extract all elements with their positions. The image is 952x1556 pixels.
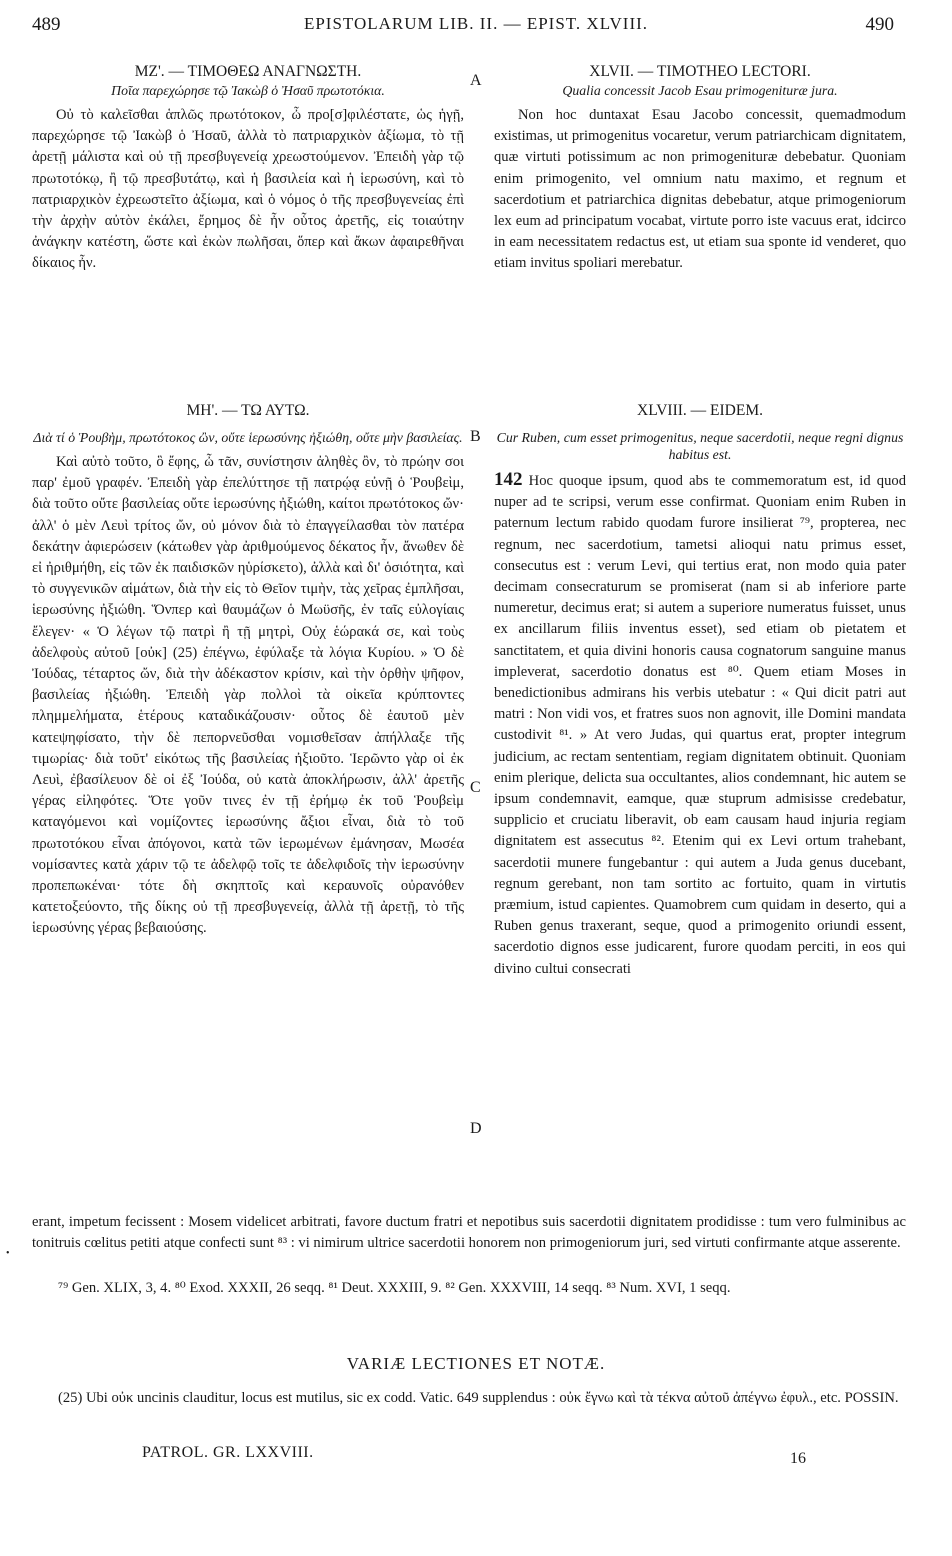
latin-letter-47-subtitle: Qualia concessit Jacob Esau primogenituræ jura. — [562, 83, 838, 98]
latin-letter-47-title: XLVII. — TIMOTHEO LECTORI. — [589, 63, 811, 80]
greek-letter-47-subtitle: Ποῖα παρεχώρησε τῷ Ἰακὼβ ὁ Ἠσαῦ πρωτοτόκια. — [111, 83, 385, 98]
signature-mark: 16 — [790, 1450, 806, 1467]
margin-letter-b: B — [470, 428, 481, 445]
page-number-right: 490 — [865, 14, 894, 35]
latin-letter-47-body: Non hoc duntaxat Esau Jacobo concessit, quemadmodum existimas, ut primogenitus vocaretur, verum patriarchicam dignitatem, quæ virtuti potissimum ac non primogenituræ debebatur. Quoniam enim primogenito, vel omnium natu maximo, et regnum et sacerdotium et patriarchica dignitas debebatur, atque primogeniorum lex eum ad principatum vocabat, virtute porro iste vacuus erat, idcirco in eam necessitatem redactus est, ut etiam sua sponte id venderet, quo etiam invitus spoliari merebatur. — [494, 107, 906, 272]
margin-letter-a: A — [470, 72, 482, 89]
column-number: 142 — [494, 469, 523, 490]
greek-letter-47-body: Οὐ τὸ καλεῖσθαι ἁπλῶς πρωτότοκον, ὦ προ[σ]φιλέστατε, ὡς ἡγῇ, παρεχώρησε τῷ Ἰακὼβ ὁ Ἠσαῦ, ἀλλὰ τὸ πατριαρχικὸν ἀξίωμα, τὸ τῇ ἀρετῇ μάλιστα καὶ οὐ τῇ πρεσβυγενείᾳ χρεωστούμενον. Ἐπειδὴ γὰρ τῷ πρωτοτόκῳ, ἢ τῷ πρεσβυτάτῳ, καὶ ἡ βασιλεία καὶ ἡ ἱερωσύνη, καὶ τὸ πατριαρχικὸν ἐχρεωστεῖτο ἀξίωμα, καὶ ὁ νόμος ὁ τῆς πρεσβυγενείας ἐπὶ τὴν ἀρχὴν αὐτὸν ἐκάλει, ἔρημος δὲ ἦν οὗτος ἀρετῆς, εἰς τοιαύτην ἀνάγκην κατέστη, ὥστε καὶ ἑκὼν πωλῆσαι, ὅπερ καὶ ἄκων ἀφαιρεθῆναι δίκαιος ἦν. — [32, 107, 464, 272]
margin-letter-d: D — [470, 1120, 482, 1137]
greek-letter-48-body: Καὶ αὐτὸ τοῦτο, ὃ ἔφης, ὦ τᾶν, συνίστησιν ἀληθὲς ὂν, τὸ πρώην σοι παρ' ἐμοῦ γραφέν. Ἐπειδὴ γὰρ ἐπελύττησε τῇ πατρῴᾳ εὐνῇ ὁ Ῥουβεὶμ, διὰ τοῦτο οὔτε βασιλείας οὔτε ἱερωσύνης ἠξιώθη, καίτοι πρωτότοκος ὤν· ἀλλ' ὁ μὲν Λευὶ τρίτος ὤν, οὐ μόνον διὰ τὸ ἐπαγγείλασθαι τὸν πατέρα δεκάτην ἀφιερώσειν (κάτωθεν γὰρ ἀριθμούμενος δέκατος ἦν, ἄνωθεν δὲ εἰ ἠριθμήθη, εἰς τῶν ἐκ παιδισκῶν ηὑρίσκετο), ἀλλὰ καὶ δι' ὁσιότητα, καὶ τὸ συγγενικῶν αἱμάτων, διὰ τὴν εἰς τὸ Θεῖον τιμὴν, τὰς χεῖρας ἐμπλῆσαι, ἱερωσύνης ἠξιώθη. Ὅνπερ καὶ θαυμάζων ὁ Μωϋσῆς, ἐν ταῖς εὐλογίαις ἔλεγεν· « Ὁ λέγων τῷ πατρὶ ἢ τῇ μητρὶ, Οὐχ ἑώρακά σε, καὶ τοὺς ἀδελφοὺς αὐτοῦ [οὐκ] (25) ἐπέγνω, ἐφύλαξε τὰ λόγια Κυρίου. » Ὁ δὲ Ἰούδας, τέταρτος ὤν, διὰ τὴν ἀδέκαστον κρίσιν, καὶ τὴν ὀρθὴν ψῆφον, βασιλείας ἠξιώθη. Ἐπειδὴ γὰρ πολλοὶ τὰ οἰκεῖα κρύπτοντες πλημμελήματα, ἑτέρους καταδικάζουσιν· οὗτος δὲ ἑαυτοῦ μὲν κατεψηφίσατο, τὴν δὲ πεπορνεῦσθαι νομισθεῖσαν ἀπήλλαξε τῆς τιμωρίας· διὰ τοῦτ' εἰκότως τῆς βασιλείας ἠξιοῦτο. Ἱερῶντο γὰρ οἱ ἐκ Λευὶ, ἐβασίλευον δὲ οἱ ἐξ Ἰούδα, οὐ κατὰ ἀποκλήρωσιν, ἀλλ' ἀρετῆς γέρας εἰληφότες. Ὅτε γοῦν τινες ἐν τῇ ἐρήμῳ ἐκ τοῦ Ῥουβεὶμ καταγόμενοι καὶ νομίζοντες ἱερωσύνης ἄξιοι εἶναι, διὰ τὸ τοῦ πρωτοτόκου εἶναι ἀπόγονοι, κατὰ τῶν ἱερωμένων ἐμάνησαν, Μωσέα νομίσαντες κατὰ χάριν τῷ τε ἀδελφῷ τοῖς τε ἀδελφιδοῖς τὴν ἱερωσύνην προπεπωκέναι· τότε δὴ σκηπτοῖς καὶ κεραυνοῖς οὐρανόθεν κατετοξεύοντο, τῆς δίκης οὐ τῇ πρεσβυγενείᾳ, ἀλλὰ τῇ ἀρετῇ, τὸ τῆς ἱερωσύνης γέρας βεβαιούσης. — [32, 454, 464, 937]
margin-letter-c: C — [470, 779, 481, 796]
greek-letter-47-title: ΜΖ'. — ΤΙΜΟΘΕΩ ΑΝΑΓΝΩΣΤΗ. — [134, 63, 362, 80]
footnotes: ⁷⁹ Gen. XLIX, 3, 4. ⁸⁰ Exod. XXXII, 26 seqq. ⁸¹ Deut. XXXIII, 9. ⁸² Gen. XXXVIII, 14 seqq. ⁸³ Num. XVI, 1 seqq. — [58, 1280, 731, 1296]
margin-mark: • — [6, 1248, 10, 1259]
latin-letter-48-subtitle: Cur Ruben, cum esset primogenitus, neque sacerdotii, neque regni dignus habitus est. — [496, 430, 904, 462]
latin-column — [494, 62, 906, 980]
page-number-left: 489 — [32, 14, 61, 35]
latin-letter-48-title: XLVIII. — EIDEM. — [637, 402, 763, 419]
running-title: EPISTOLARUM LIB. II. — EPIST. XLVIII. — [303, 14, 649, 33]
running-header — [0, 14, 952, 40]
greek-letter-48-subtitle: Διὰ τί ὁ Ῥουβὴμ, πρωτότοκος ὢν, οὔτε ἱερωσύνης ἠξιώθη, οὔτε μὴν βασιλείας. — [33, 430, 463, 445]
greek-column — [32, 62, 464, 940]
variae-lectiones-text: (25) Ubi οὐκ uncinis clauditur, locus est mutilus, sic ex codd. Vatic. 649 supplendus : οὐκ ἔγνω καὶ τὰ τέκνα αὐτοῦ ἀπέγνω ἐφυλ., etc. POSSIN. — [58, 1390, 899, 1406]
variae-lectiones-title: VARIÆ LECTIONES ET NOTÆ. — [346, 1354, 606, 1373]
greek-letter-48-title: ΜΗ'. — ΤΩ ΑΥΤΩ. — [186, 402, 310, 419]
latin-full-width-continuation: erant, impetum fecissent : Mosem videlicet arbitrati, favore ductum fratri et nepotibus suis sacerdotii dignitatem prodidisse : tum vero fulminibus ac tonitruis cœlitus petiti atque confecti sunt ⁸³ : vi nimirum ultrice sacerdotii honorem non primogeniorum juri, sed virtuti confirmante atque asserente. — [32, 1214, 906, 1252]
patrologia-volume: PATROL. GR. LXXVIII. — [142, 1444, 314, 1461]
latin-letter-48-body: Hoc quoque ipsum, quod abs te commemoratum est, id quod nuper ad te scripsi, verum esse confirmat. Quoniam enim Ruben in paternum lectum rabido quodam furore insilierat ⁷⁹, propterea, nec regnum, nec sacerdotium, tametsi alioqui natu primus esset, consecutus est : verum Levi, qui tertius erat, non modo quia pater decimam consecraturum se promiserat (nam si ab inferiore parte numeretur, decimus erat; si autem a superiore numeratus fuisset, unus ex ancillarum filiis inventus esset), sed etiam ob pietatem et sanctitatem, et quia divini honoris causa cognatorum sanguine manus impleverat, sacerdotio donatus est ⁸⁰. Quem etiam Moses in benedictionibus admirans his verbis utebatur : « Qui dicit patri aut matri : Non vidi vos, et fratres suos non agnovit, ille Domini mandata custodivit ⁸¹. » At vero Judas, qui quartus erat, propter integrum judicium, ac rectam sententiam, regiam dignitatem obtinuit. Quoniam enim plerique, delicta sua occultantes, alios condemnant, hic autem se ipsum condemnavit, eamque, quæ stuprum admisisse credebatur, supplicio et cruciatu liberavit, ob eam causam haud injuria regiam dignitatem est assecutus ⁸². Etenim qui ex Levi ortum trahebant, sacerdotii munere fungebantur : qui autem a Juda genus ducebant, regnum gerebant, non tam sortito ac fortuito, quam in virtutis præmium, istud capientes. Quamobrem cum quidam in deserto, qui a Ruben genus traxerant, seque, quod a primogenito oriundi essent, sacerdotio dignos esse judicarent, furore quodam perciti, in eos qui divino cultui consecrati — [494, 473, 906, 977]
